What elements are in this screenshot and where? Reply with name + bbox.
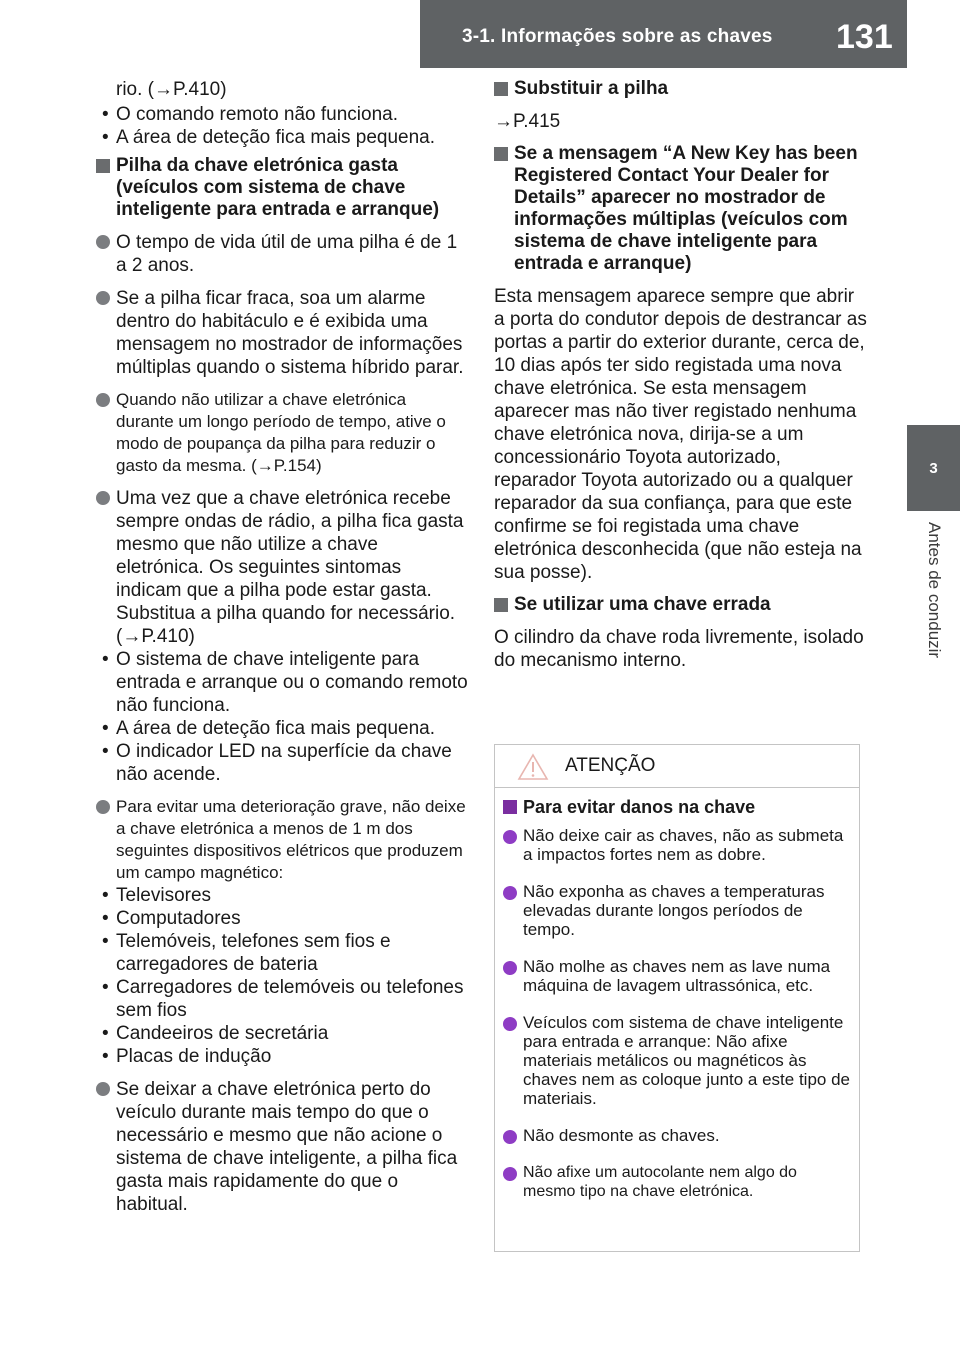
- message-body: Esta mensagem aparece sempre que abrir a porta do condutor depois de destrancar as portas a partir do exterior durante, cerca de, 10 dias após ter sido registada uma nova chave eletrónica. Se esta mensagem aparecer mas não tiver registado nenhuma chave eletrónica nova, dirija-se a um concessionário Toyota autorizado, reparador Toyota autorizado ou a qualquer reparador da sua confiança, para que este confirme se foi registada uma chave eletrónica desconhecida (que não esteja na sua posse).: [494, 286, 867, 583]
- circle-bullet-icon: [96, 491, 110, 505]
- list-item: • Candeeiros de secretária: [96, 1022, 468, 1045]
- item-text: O tempo de vida útil de uma pilha é de 1 a 2 anos.: [116, 232, 458, 276]
- list-item: [96, 1078, 468, 1216]
- square-bullet-icon: [494, 82, 508, 96]
- circle-bullet-icon: [96, 235, 110, 249]
- square-bullet-icon: [96, 159, 110, 173]
- list-item: [503, 882, 851, 939]
- list-item: • O indicador LED na superfície da chave não acende.: [96, 740, 468, 786]
- warning-triangle-icon: [517, 753, 549, 786]
- circle-bullet-icon: [503, 1017, 517, 1031]
- circle-bullet-icon: [96, 291, 110, 305]
- warning-body: [495, 788, 859, 1201]
- page-number: 131: [836, 18, 893, 56]
- list-item: [96, 796, 468, 1068]
- item-text: Não exponha as chaves a temperaturas elevadas durante longos períodos de tempo.: [523, 882, 825, 939]
- battery-heading: [96, 155, 468, 221]
- message-heading: [494, 143, 868, 275]
- section-title: 3-1. Informações sobre as chaves: [462, 26, 773, 47]
- warning-box: [494, 744, 860, 1252]
- circle-bullet-icon: [96, 800, 110, 814]
- item-text: Não afixe um autocolante nem algo do mesmo tipo na chave eletrónica.: [523, 1164, 797, 1200]
- item-text: Quando não utilizar a chave eletrónica durante um longo período de tempo, ative o modo de poupança da pilha para reduzir o gasto da mesma. (→P.154): [116, 390, 446, 475]
- item-text: Não deixe cair as chaves, não as submeta a impactos fortes nem as dobre.: [523, 826, 844, 864]
- list-item: [503, 1163, 851, 1201]
- warning-heading: [503, 796, 851, 818]
- left-column: [96, 78, 468, 1226]
- heading-text: Para evitar danos na chave: [523, 797, 756, 817]
- item-text: Para evitar uma deterioração grave, não deixe a chave eletrónica a menos de 1 m dos seguintes dispositivos elétricos que produzem um campo magnético:: [116, 797, 466, 882]
- list-item: • A área de deteção fica mais pequena.: [96, 717, 468, 740]
- chapter-tab[interactable]: [907, 425, 960, 511]
- list-item: [96, 487, 468, 786]
- item-text: Veículos com sistema de chave inteligente para entrada e arranque: Não afixe materiais metálicos ou magnéticos às chaves nem as coloque junto a este tipo de materiais.: [523, 1013, 850, 1108]
- square-bullet-icon: [503, 800, 517, 814]
- item-text: Não desmonte as chaves.: [523, 1126, 720, 1145]
- list-item: • Computadores: [96, 907, 468, 930]
- warning-header: [495, 745, 859, 788]
- circle-bullet-icon: [503, 961, 517, 975]
- list-item: [96, 231, 468, 277]
- symptom-bullets: [96, 648, 468, 786]
- list-item: [96, 287, 468, 379]
- list-item: • Telemóveis, telefones sem fios e carregadores de bateria: [96, 930, 468, 976]
- square-bullet-icon: [494, 598, 508, 612]
- intro-bullets: [96, 103, 468, 149]
- list-item: • Televisores: [96, 884, 468, 907]
- circle-bullet-icon: [503, 830, 517, 844]
- list-item: • A área de deteção fica mais pequena.: [96, 126, 468, 149]
- item-text: Se deixar a chave eletrónica perto do veículo durante mais tempo do que o necessário e mesmo que não acione o sistema de chave inteligente, a pilha fica gasta mais rapidamente do que o habitual.: [116, 1079, 458, 1215]
- circle-bullet-icon: [503, 886, 517, 900]
- wrong-key-heading: [494, 594, 868, 616]
- right-column: [494, 78, 868, 682]
- replace-heading: [494, 78, 868, 100]
- list-item: [503, 957, 851, 995]
- item-text: Se a pilha ficar fraca, soa um alarme dentro do habitáculo e é exibida uma mensagem no mostrador de informações múltiplas quando o sistema híbrido parar.: [116, 288, 464, 378]
- circle-bullet-icon: [503, 1130, 517, 1144]
- list-item: [503, 1013, 851, 1108]
- list-item: [96, 389, 468, 477]
- list-item: [503, 826, 851, 864]
- heading-text: Se utilizar uma chave errada: [514, 594, 771, 615]
- list-item: [503, 1126, 851, 1145]
- chapter-number: 3: [929, 459, 938, 477]
- square-bullet-icon: [494, 147, 508, 161]
- item-text: Uma vez que a chave eletrónica recebe sempre ondas de rádio, a pilha fica gasta mesmo que não utilize a chave eletrónica. Os seguintes sintomas indicam que a pilha pode estar gasta. Substitua a pilha quando for necessário. (→P.410): [116, 488, 464, 647]
- list-item: • O comando remoto não funciona.: [96, 103, 468, 126]
- heading-text: Substituir a pilha: [514, 78, 669, 99]
- circle-bullet-icon: [96, 1082, 110, 1096]
- list-item: • O sistema de chave inteligente para entrada e arranque ou o comando remoto não funciona.: [96, 648, 468, 717]
- warning-title: ATENÇÃO: [565, 755, 656, 776]
- circle-bullet-icon: [503, 1167, 517, 1181]
- replace-ref-link[interactable]: →P.415: [494, 111, 561, 132]
- circle-bullet-icon: [96, 393, 110, 407]
- heading-text: Pilha da chave eletrónica gasta (veículos com sistema de chave inteligente para entrada e arranque): [116, 155, 440, 220]
- list-item: • Placas de indução: [96, 1045, 468, 1068]
- wrong-key-body: O cilindro da chave roda livremente, isolado do mecanismo interno.: [494, 627, 864, 671]
- item-text: Não molhe as chaves nem as lave numa máquina de lavagem ultrassónica, etc.: [523, 957, 831, 995]
- device-bullets: [96, 884, 468, 1068]
- heading-text: Se a mensagem “A New Key has been Registered Contact Your Dealer for Details” aparecer no mostrador de informações múltiplas (veículos com sistema de chave inteligente para entrada e arranque): [514, 143, 858, 274]
- list-item: • Carregadores de telemóveis ou telefones sem fios: [96, 976, 468, 1022]
- intro-line: rio. (→P.410): [116, 79, 227, 100]
- chapter-label: Antes de conduzir: [925, 522, 944, 659]
